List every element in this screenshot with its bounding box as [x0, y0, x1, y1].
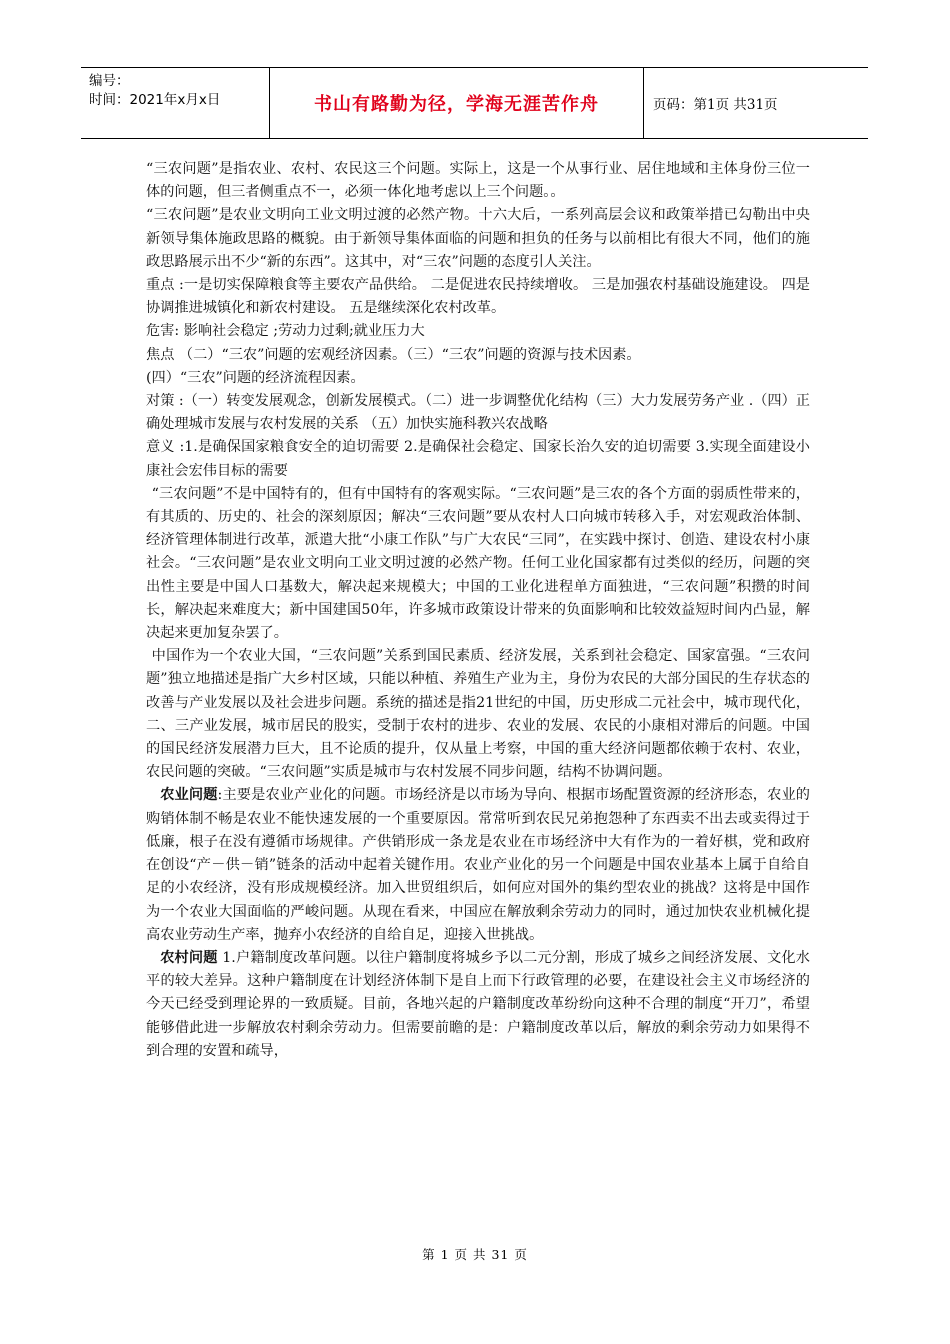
paragraph: “三农问题”是农业文明向工业文明过渡的必然产物。十六大后，一系列高层会议和政策举措已勾勒出中央新领导集体施政思路的概貌。由于新领导集体面临的问题和担负的任务与以前相比有很大不同，他们的施政思路展示出不少“新的东西”。这其中，对“三农”问题的态度引人关注。 [146, 207, 810, 270]
document-body [146, 158, 810, 1063]
paragraph [146, 947, 810, 1063]
paragraph-text: 1.户籍制度改革问题。以往户籍制度将城乡予以二元分割，形成了城乡之间经济发展、文化水平的较大差异。这种户籍制度在计划经济体制下是自上而下行政管理的必要，在建设社会主义市场经济的今天已经受到理论界的一致质疑。目前，各地兴起的户籍制度改革纷纷向这种不合理的制度“开刀”，希望能够借此进一步解放农村剩余劳动力。但需要前瞻的是：户籍制度改革以后，解放的剩余劳动力如果得不到合理的安置和疏导， [146, 949, 810, 1059]
paragraph: 中国作为一个农业大国，“三农问题”关系到国民素质、经济发展，关系到社会稳定、国家富强。“三农问题”独立地描述是指广大乡村区域，只能以种植、养殖生产业为主，身份为农民的大部分国民的生存状态的改善与产业发展以及社会进步问题。系统的描述是指21世纪的中国，历史形成二元社会中，城市现代化，二、三产业发展，城市居民的股实，受制于农村的进步、农业的发展、农民的小康相对滞后的问题。中国的国民经济发展潜力巨大，且不论质的提升，仅从量上考察，中国的重大经济问题都依赖于农村、农业，农民问题的突破。“三农问题”实质是城市与农村发展不同步问题，结构不协调问题。 [146, 648, 810, 781]
section-label: 农村问题 [160, 949, 218, 966]
page-header [81, 67, 868, 139]
paragraph: 危害: 影响社会稳定 ;劳动力过剩;就业压力大 [146, 323, 425, 340]
header-divider [643, 68, 644, 138]
section-label: 农业问题 [160, 787, 218, 804]
paragraph: 意义 :1.是确保国家粮食安全的迫切需要 2.是确保社会稳定、国家长治久安的迫切需要 3.实现全面建设小康社会宏伟目标的需要 [146, 439, 810, 479]
paragraph [146, 784, 810, 946]
header-page-info: 页码：第1页 共31页 [653, 97, 778, 113]
paragraph: 对策 :（一）转变发展观念，创新发展模式。（二）进一步调整优化结构（三）大力发展劳务产业 .（四）正确处理城市发展与农村发展的关系 （五）加快实施科教兴农战略 [146, 393, 810, 433]
header-meta [89, 72, 269, 110]
paragraph: 重点 :一是切实保障粮食等主要农产品供给。 二是促进农民持续增收。 三是加强农村基础设施建设。 四是协调推进城镇化和新农村建设。 五是继续深化农村改革。 [146, 277, 810, 317]
time-label: 时间：2021年x月x日 [89, 92, 221, 108]
paragraph: 焦点 （二）“三农”问题的宏观经济因素。（三）“三农”问题的资源与技术因素。 [146, 346, 641, 363]
paragraph-text: :主要是农业产业化的问题。市场经济是以市场为导向、根据市场配置资源的经济形态，农业的购销体制不畅是农业不能快速发展的一个重要原因。常常听到农民兄弟抱怨种了东西卖不出去或卖得过于低廉，根子在没有遵循市场规律。产供销形成一条龙是农业在市场经济中大有作为的一着好棋，党和政府在创设“产－供－销”链条的活动中起着关键作用。农业产业化的另一个问题是中国农业基本上属于自给自足的小农经济，没有形成规模经济。加入世贸组织后，如何应对国外的集约型农业的挑战？这将是中国作为一个农业大国面临的严峻问题。从现在看来，中国应在解放剩余劳动力的同时，通过加快农业机械化提高农业劳动生产率，抛弃小农经济的自给自足，迎接入世挑战。 [146, 787, 810, 943]
header-motto: 书山有路勤为径，学海无涯苦作舟 [314, 94, 599, 115]
paragraph: “三农问题”不是中国特有的，但有中国特有的客观实际。“三农问题”是三农的各个方面的弱质性带来的，有其质的、历史的、社会的深刻原因；解决“三农问题”要从农村人口向城市转移入手，对宏观政治体制、经济管理体制进行改革，派遣大批“小康工作队”与广大农民“三同”，在实践中探讨、创造、建设农村小康社会。“三农问题”是农业文明向工业文明过渡的必然产物。任何工业化国家都有过类似的经历，问题的突出性主要是中国人口基数大，解决起来规模大；中国的工业化进程单方面独进，“三农问题”积攒的时间长，解决起来难度大；新中国建国50年，许多城市政策设计带来的负面影响和比较效益短时间内凸显，解决起来更加复杂罢了。 [146, 485, 810, 642]
paragraph: (四）“三农”问题的经济流程因素。 [146, 369, 365, 386]
page-footer: 第 1 页 共 31 页 [422, 1247, 528, 1262]
code-label: 编号： [89, 73, 130, 89]
paragraph: “三农问题”是指农业、农村、农民这三个问题。实际上，这是一个从事行业、居住地域和主体身份三位一体的问题，但三者侧重点不一，必须一体化地考虑以上三个问题。。 [146, 161, 810, 201]
